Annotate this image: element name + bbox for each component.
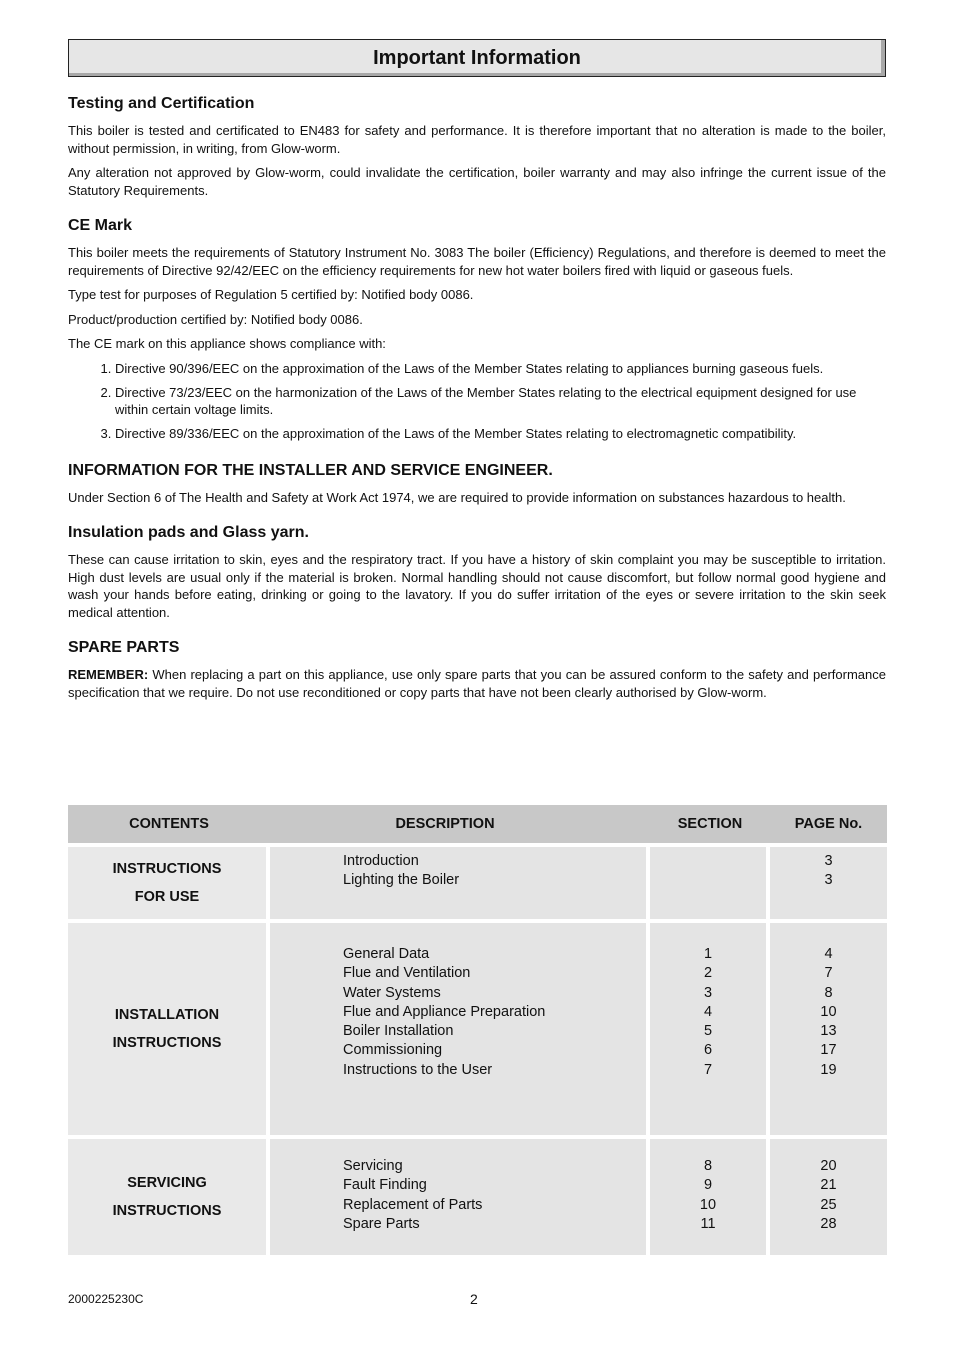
page-number: 10	[820, 1003, 837, 1020]
page-number-footer: 2	[470, 1291, 478, 1307]
section-cell	[650, 923, 766, 1135]
description-item: Replacement of Parts	[343, 1196, 483, 1213]
category-cell	[68, 847, 266, 919]
page-number: 4	[824, 946, 833, 962]
heading-spare-parts: SPARE PARTS	[68, 639, 180, 656]
category-line: FOR USE	[134, 889, 200, 905]
description-item: General Data	[343, 946, 430, 962]
paragraph: This boiler meets the requirements of Statutory Instrument No. 3083 The boiler (Efficiency) Regulations, and therefore is deemed to meet the requirements of Directive 92/42/EEC on the efficiency requirements for new hot water boilers fired with liquid or gaseous fuels.	[68, 245, 886, 278]
description-item: Instructions to the User	[343, 1061, 493, 1078]
section-number: 3	[703, 984, 713, 1001]
description-item: Lighting the Boiler	[343, 872, 460, 889]
section-number: 6	[703, 1042, 713, 1059]
paragraph: These can cause irritation to skin, eyes and the respiratory tract. If you have a history of skin complaint you may be susceptible to irritation. High dust levels are usual only if the material is broken. Normal handling should not cause discomfort, but follow normal good hygiene and wash your hands before eating, drinking or going to the lavatory. If you do suffer irritation of the eyes or severe irritation to the skin seek medical attention.	[68, 552, 886, 620]
section-number: 10	[699, 1196, 717, 1213]
remember-label: REMEMBER:	[68, 667, 149, 682]
document-code: 2000225230C	[68, 1292, 144, 1306]
page-number: 19	[820, 1061, 837, 1078]
description-item: Water Systems	[343, 984, 441, 1001]
table-row	[68, 847, 887, 919]
page-number: 25	[820, 1196, 837, 1213]
table-row	[68, 1139, 887, 1255]
heading-insulation: Insulation pads and Glass yarn.	[68, 524, 309, 541]
heading-installer-info: INFORMATION FOR THE INSTALLER AND SERVICE ENGINEER.	[68, 461, 553, 479]
header-contents: CONTENTS	[129, 816, 209, 832]
header-page: PAGE No.	[794, 816, 863, 832]
section-number: 9	[703, 1177, 713, 1194]
list-item: 1. Directive 90/396/EEC on the approximation of the Laws of the Member States relating to appliances burning gaseous fuels.	[115, 360, 886, 377]
description-item: Spare Parts	[343, 1215, 420, 1232]
section-cell	[650, 847, 766, 919]
description-item: Servicing	[343, 1158, 403, 1174]
category-cell	[68, 923, 266, 1135]
header-description: DESCRIPTION	[395, 816, 495, 832]
heading-ce-mark: CE Mark	[68, 217, 133, 234]
header-section: SECTION	[677, 816, 743, 832]
page-number: 7	[824, 965, 833, 982]
section-number: 7	[703, 1061, 713, 1078]
description-item: Fault Finding	[343, 1177, 427, 1194]
page-cell	[770, 1139, 887, 1255]
category-line: INSTRUCTIONS	[112, 1203, 222, 1219]
paragraph: Under Section 6 of The Health and Safety at Work Act 1974, we are required to provide information on substances hazardous to health.	[68, 489, 846, 505]
paragraph: Any alteration not approved by Glow-worm, could invalidate the certification, boiler warranty and may also infringe the current issue of the Statutory Requirements.	[68, 165, 886, 198]
description-cell	[270, 847, 646, 919]
paragraph: The CE mark on this appliance shows compliance with:	[68, 336, 386, 351]
description-item: Introduction	[343, 853, 419, 869]
paragraph: Type test for purposes of Regulation 5 certified by: Notified body 0086.	[68, 287, 474, 302]
paragraph: This boiler is tested and certificated to EN483 for safety and performance. It is therefore important that no alteration is made to the boiler, without permission, in writing, from Glow-worm.	[68, 123, 886, 156]
page-title: Important Information	[373, 46, 581, 69]
page-number: 17	[820, 1042, 837, 1059]
section-number: 4	[703, 1003, 713, 1020]
page-number: 3	[824, 872, 833, 889]
description-item: Flue and Appliance Preparation	[343, 1003, 546, 1020]
section-number: 8	[703, 1158, 713, 1174]
contents-table	[68, 805, 887, 1255]
page-number: 28	[820, 1215, 837, 1232]
category-line: INSTALLATION	[114, 1007, 220, 1023]
heading-testing-certification: Testing and Certification	[68, 95, 255, 112]
page-number: 13	[820, 1023, 837, 1040]
description-cell	[270, 923, 646, 1135]
list-item: 3. Directive 89/336/EEC on the approximation of the Laws of the Member States relating to electromagnetic compatibility.	[115, 425, 886, 442]
section-number: 2	[703, 965, 713, 982]
page-number: 3	[824, 853, 833, 869]
category-cell	[68, 1139, 266, 1255]
directive-list	[68, 360, 886, 442]
description-item: Commissioning	[343, 1042, 443, 1059]
document-body	[68, 39, 886, 708]
table-header	[68, 805, 887, 843]
section-number: 1	[703, 946, 713, 962]
table-row	[68, 923, 887, 1135]
description-item: Flue and Ventilation	[343, 965, 471, 982]
description-cell	[270, 1139, 646, 1255]
page-cell	[770, 847, 887, 919]
category-line: SERVICING	[127, 1175, 207, 1191]
remember-text: When replacing a part on this appliance, use only spare parts that you can be assured conform to the safety and performance specification that we require. Do not use reconditioned or copy parts that have not been clearly authorised by Glow-worm.	[68, 667, 886, 700]
paragraph: Product/production certified by: Notified body 0086.	[68, 311, 363, 327]
page-cell	[770, 923, 887, 1135]
page-number: 20	[820, 1158, 837, 1174]
list-item: 2. Directive 73/23/EEC on the harmonization of the Laws of the Member States relating to the electrical equipment designed for use within certain voltage limits.	[115, 384, 886, 418]
title-banner	[68, 39, 886, 77]
section-cell	[650, 1139, 766, 1255]
category-line: INSTRUCTIONS	[112, 861, 222, 877]
paragraph-remember	[68, 666, 886, 701]
category-line: INSTRUCTIONS	[112, 1035, 222, 1051]
section-number: 11	[700, 1215, 716, 1232]
description-item: Boiler Installation	[343, 1023, 454, 1040]
page-number: 21	[820, 1177, 837, 1194]
section-number: 5	[703, 1023, 713, 1040]
page-number: 8	[824, 984, 833, 1001]
